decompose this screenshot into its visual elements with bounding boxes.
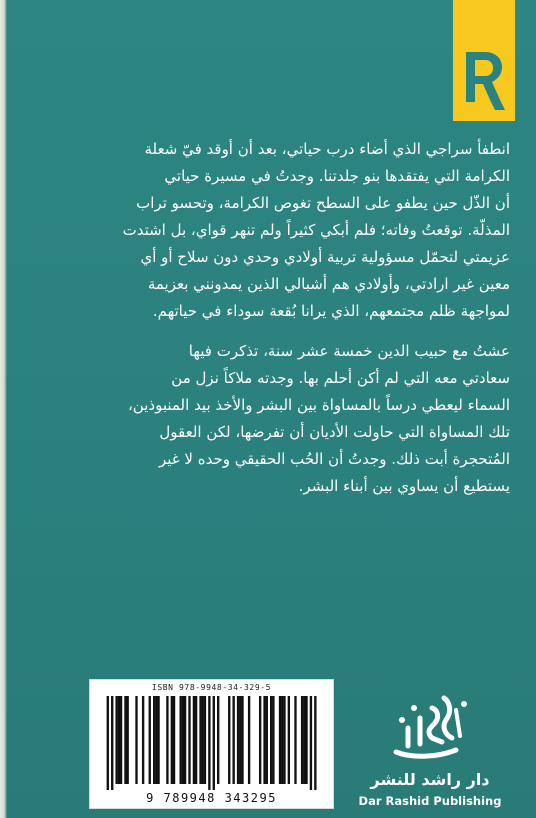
barcode-bar [303, 696, 305, 784]
text-line: المذلّة. توقعتُ وفاته؛ فلم أبكي كثيراً ولم تنهر قواي، بل اشتدت [122, 221, 510, 239]
barcode-bar [239, 696, 241, 784]
barcode-bar [111, 696, 113, 790]
text-line: عشتُ مع حبيب الدين خمسة عشر سنة، تذكرت فيها [188, 342, 510, 360]
back-cover-text [72, 136, 510, 500]
barcode-bar [270, 696, 272, 784]
barcode-bar [184, 696, 186, 784]
publisher-badge [453, 0, 515, 121]
barcode-bar [149, 696, 151, 784]
barcode-bar [199, 696, 201, 784]
barcode-bar [208, 696, 210, 790]
paragraph-1 [72, 136, 510, 325]
barcode-digits: 9 789948 343295 [146, 791, 277, 805]
barcode-bar [217, 696, 219, 784]
barcode-bar [305, 696, 307, 784]
barcode-bar [310, 696, 312, 790]
barcode-bar [232, 696, 234, 784]
barcode-bar [283, 696, 285, 784]
barcode-bar [193, 696, 195, 784]
barcode-bar [107, 696, 109, 790]
text-line: المُتحجرة أبت ذلك. وجدتُ أن الحُب الحقيقي وحده لا غير [159, 450, 510, 468]
text-line: لمواجهة ظلم مجتمعهم، الذي يرانا بُقعة سوداء في حياتهم. [152, 302, 510, 320]
barcode-bar [173, 696, 175, 784]
barcode-bar [294, 696, 296, 784]
barcode-bar [263, 696, 265, 784]
barcode-bar [157, 696, 159, 784]
text-line: السماء ليعطي درساً بالمساواة بين البشر والأخذ بيد المنبوذين، [127, 396, 510, 414]
page-edge [0, 0, 7, 818]
barcode-bar [202, 696, 204, 784]
publisher-name-arabic: دار راشد للنشر [370, 770, 490, 789]
barcode-bar [228, 696, 230, 784]
publisher-name-english: Dar Rashid Publishing [358, 794, 502, 808]
barcode-bar [182, 696, 184, 784]
barcode-bar [115, 696, 117, 784]
barcode-bar [142, 696, 144, 784]
text-line: عزيمتي لتحمّل مسؤولية تربية أولادي وحدي دون سلاح أو أي [140, 248, 510, 266]
barcode-bar [259, 696, 261, 784]
isbn-barcode-panel [89, 679, 334, 809]
barcode-bar [301, 696, 303, 784]
text-line: يستطيع أن يساوي بين أبناء البشر. [298, 477, 510, 495]
barcode-bar [248, 696, 250, 784]
barcode-bar [195, 696, 197, 784]
isbn-label: ISBN 978-9948-34-329-5 [151, 683, 272, 692]
barcode-bar [213, 696, 215, 790]
text-line: تلك المساواة التي حاولت الأديان أن تفرضها، لكن العقول [159, 423, 510, 441]
text-line: أن الذّل حين يطفو على السطح تغوص الكرامة، وتحسو تراب [136, 194, 510, 212]
barcode-bar [166, 696, 168, 784]
barcode-bar [237, 696, 239, 784]
barcode-icon [100, 696, 323, 790]
barcode-bar [188, 696, 190, 784]
barcode-bar [171, 696, 173, 784]
barcode-bar [118, 696, 120, 784]
barcode-bar [120, 696, 122, 784]
barcode-bar [135, 696, 137, 784]
barcode-bar [241, 696, 243, 784]
text-line: سعادتي معه التي لم أكن أحلم بها. وجدته ملاكاً نزل من [171, 369, 510, 387]
dar-rashid-logo-icon [356, 688, 504, 768]
text-line: الكرامة التي يفتقدها بنو جلدتنا. وجدتُ في مسيرة حياتي [164, 167, 510, 185]
barcode-bar [314, 696, 316, 790]
barcode-bar [204, 696, 206, 784]
barcode-bar [281, 696, 283, 784]
barcode-bar [272, 696, 274, 784]
text-line: انطفأ سراجي الذي أضاء درب حياتي، بعد أن أوقد فيّ شعلة [144, 140, 510, 158]
barcode-bar [153, 696, 155, 784]
barcode-bar [179, 696, 181, 784]
barcode-bar [155, 696, 157, 784]
barcode-bar [288, 696, 290, 784]
text-line: معين غير ارادتي، وأولادي هم أشبالي الذين يمدونني بعزيمة [147, 275, 510, 293]
barcode-bar [279, 696, 281, 784]
r-logo-icon [453, 0, 515, 121]
paragraph-2 [72, 338, 510, 500]
barcode-bar [127, 696, 129, 784]
barcode-bar [266, 696, 268, 784]
barcode-bar [124, 696, 126, 784]
